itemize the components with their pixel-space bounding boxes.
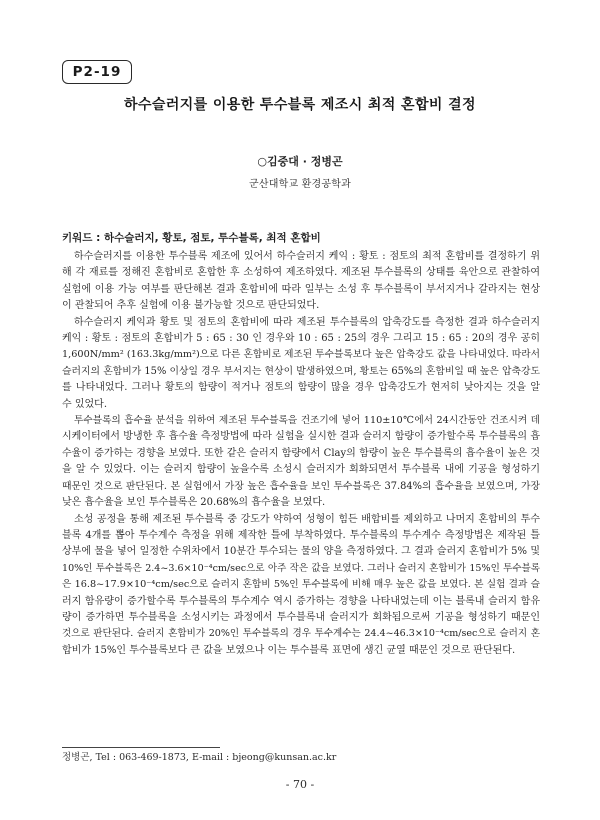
- body-line: 을 알 수 있었다. 이는 슬러지 함량이 높을수록 소성시 슬러지가 회화되면서 투수블록 내에 기공을 형성하기: [62, 464, 540, 476]
- body-paragraph: [62, 249, 540, 315]
- body-line: 블록 4개를 뽑아 투수계수 측정을 위해 제작한 틀에 부착하였다. 투수블록의 투수계수 측정방법은 제작된 틀: [62, 529, 540, 541]
- body-line: 상부에 물을 넣어 일정한 수위차에서 10분간 투수되는 물의 양을 측정하였다. 그 결과 슬러지 혼합비가 5% 및: [62, 546, 540, 558]
- body-line: 러지 함유량이 증가할수록 투수블록의 투수계수 역시 증가하는 경향을 나타내었는데 이는 블록내 슬러지 함유: [62, 595, 540, 607]
- body-line: 시케이터에서 방냉한 후 흡수율 측정방법에 따라 실험을 실시한 결과 슬러지 함량이 증가할수록 투수블록의 흡: [62, 431, 540, 443]
- body-line: 량이 증가하면 투수블록을 소성시키는 과정에서 투수블록내 슬러지가 회화됨으로써 기공을 형성하기 때문인: [62, 611, 540, 623]
- paper-keywords: 키워드 : 하수슬러지, 황토, 점토, 투수블록, 최적 혼합비: [62, 232, 321, 244]
- body-line: 소성 공정을 통해 제조된 투수블록 중 강도가 약하여 성형이 힘든 배합비를 제외하고 나머지 혼합비의 투수: [74, 513, 540, 525]
- paper-affiliation: 군산대학교 환경공학과: [249, 179, 351, 190]
- body-line: 합비가 15%인 투수블록보다 큰 값을 보였으나 이는 투수블록 표면에 생긴 균열 때문인 것으로 판단된다.: [62, 644, 516, 656]
- session-code-badge: [62, 60, 132, 84]
- footnote-divider: [62, 747, 220, 748]
- session-code: P2-19: [72, 64, 122, 80]
- body-line: 수율이 증가하는 경향을 보였다. 또한 같은 슬러지 함량에서 Clay의 함량이 높은 투수블록의 흡수율이 높은 것: [62, 447, 540, 459]
- body-line: 것으로 판단된다. 슬러지 혼합비가 20%인 투수블록의 경우 투수계수는 24.4~46.3×10⁻⁴cm/sec으로 슬러지 혼: [62, 628, 540, 640]
- abstract-body: [62, 249, 540, 659]
- body-line: 낮은 흡수율을 보인 투수블록은 20.68%의 흡수율을 보였다.: [62, 497, 326, 509]
- corresponding-author-footnote: 정병곤, Tel : 063-469-1873, E-mail : bjeong@kunsan.ac.kr: [62, 752, 337, 763]
- body-line: 은 16.8~17.9×10⁻⁴cm/sec으로 슬러지 혼합비 5%인 투수블록에 비해 매우 높은 값을 보였다. 본 실험 결과 슬: [62, 579, 540, 591]
- body-line: 하수슬러지를 이용한 투수블록 제조에 있어서 하수슬러지 케익 : 황토 : 점토의 최적 혼합비를 결정하기 위: [74, 251, 540, 262]
- body-line: 를 나타내었다. 그러나 황토의 함량이 적거나 점토의 함량이 많을 경우 압축강도가 현저히 낮아지는 것을 알: [62, 382, 540, 394]
- body-line: 수 있었다.: [62, 398, 107, 410]
- page-number: - 70 -: [285, 778, 315, 791]
- paper-title: 하수슬러지를 이용한 투수블록 제조시 최적 혼합비 결정: [124, 97, 476, 113]
- body-line: 해 각 재료를 정해진 혼합비로 혼합한 후 소성하여 제조하였다. 제조된 투수블록의 상태를 육안으로 관찰하여: [62, 267, 540, 279]
- body-line: 슬러지의 혼합비가 15% 이상일 경우 부서지는 현상이 발생하였으며, 황토는 65%의 혼합비일 때 높은 압축강도: [62, 365, 540, 377]
- paper-authors: ○김중대 · 정병곤: [257, 155, 343, 168]
- body-paragraph: [62, 512, 540, 660]
- body-line: 10%인 투수블록은 2.4~3.6×10⁻⁴cm/sec으로 아주 작은 값을 보였다. 그러나 슬러지 혼합비가 15%인 투수블록: [62, 562, 540, 574]
- body-line: 실험에 이용 가능 여부를 판단해본 결과 혼합비에 따라 일부는 소성 후 투수블록이 부서지거나 갈라지는 현상: [62, 283, 540, 295]
- body-line: 투수블록의 흡수율 분석을 위하여 제조된 투수블록을 건조기에 넣어 110±10℃에서 24시간동안 건조시켜 데: [74, 415, 540, 427]
- body-line: 때문인 것으로 판단된다. 본 실험에서 가장 높은 흡수율을 보인 투수블록은 37.84%의 흡수율을 보였으며, 가장: [62, 480, 540, 492]
- body-line: 이 관찰되어 추후 실험에 이용 불가능할 것으로 판단되었다.: [62, 300, 320, 312]
- body-paragraph: [62, 315, 540, 413]
- body-line: 1,600N/mm² (163.3kg/mm²)으로 다른 혼합비로 제조된 투수블록보다 높은 압축강도 값을 나타내었다. 따라서: [62, 349, 540, 361]
- body-line: 하수슬러지 케익과 황토 및 점토의 혼합비에 따라 제조된 투수블록의 압축강도를 측정한 결과 하수슬러지: [74, 316, 540, 328]
- body-paragraph: [62, 413, 540, 511]
- body-line: 케익 : 황토 : 점토의 혼합비가 5 : 65 : 30 인 경우와 10 : 65 : 25의 경우 그리고 15 : 65 : 20의 경우 공히: [62, 333, 540, 345]
